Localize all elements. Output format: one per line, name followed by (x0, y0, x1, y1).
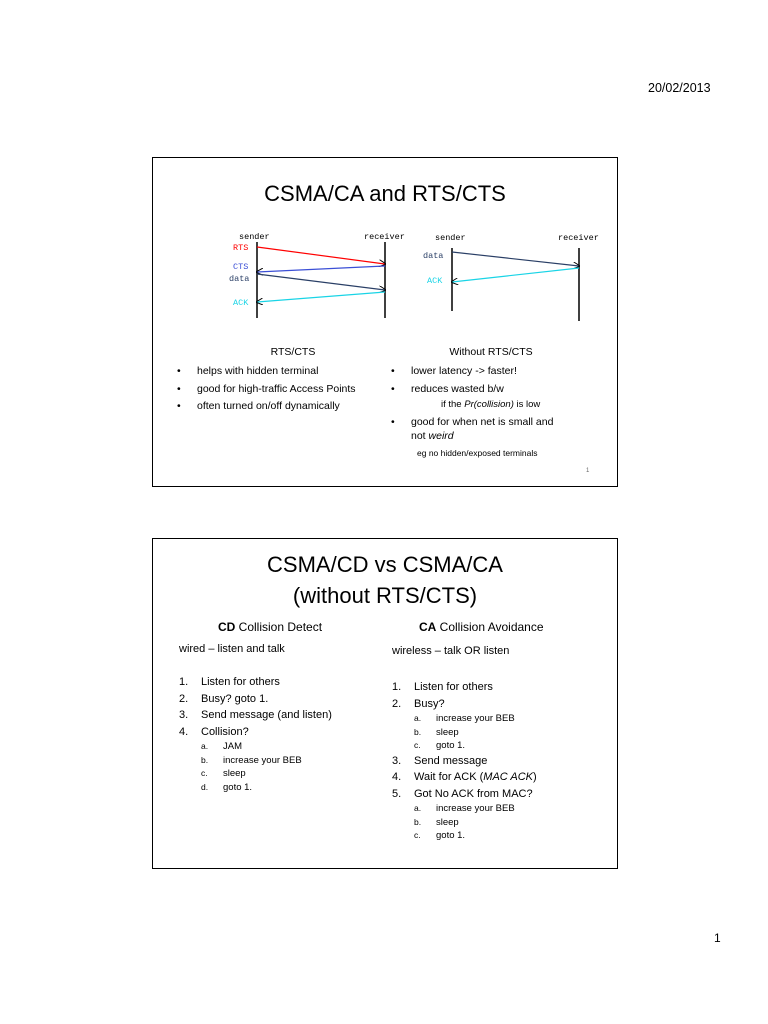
slide-title-line1: CSMA/CD vs CSMA/CA (267, 552, 503, 577)
right-diagram (452, 248, 579, 321)
list-item: • good for high-traffic Access Points (177, 382, 356, 395)
left-diagram (257, 242, 385, 318)
list-item: 2. Busy? goto 1. (179, 692, 269, 705)
cts-arrow (257, 266, 385, 272)
collision-substeps (179, 740, 379, 794)
collision-condition: if the Pr(collision) is low (441, 399, 541, 410)
cd-subtitle: wired – listen and talk (179, 643, 285, 655)
cd-heading: CD Collision Detect (218, 620, 323, 634)
without-rts-cts-heading: Without RTS/CTS (449, 346, 533, 358)
without-rts-cts-bullet-3 (389, 415, 609, 443)
slide-title-line2: (without RTS/CTS) (292, 583, 478, 608)
list-item: • lower latency -> faster! (391, 365, 517, 377)
ca-heading: CA Collision Avoidance (419, 620, 544, 634)
page-date: 20/02/2013 (648, 81, 711, 95)
list-item: b. sleep (414, 726, 459, 738)
sender-label: sender (239, 232, 270, 242)
cd-steps (179, 674, 379, 794)
ca-steps (392, 679, 612, 843)
list-item: • reduces wasted b/w (391, 382, 504, 395)
terminal-note: eg no hidden/exposed terminals (417, 448, 538, 458)
list-item: c. goto 1. (414, 740, 466, 751)
without-rts-cts-bullets (389, 363, 609, 398)
sender-label: sender (435, 233, 466, 243)
list-item: 2. Busy? a. increase your BEB b. sleep c. goto 1. (392, 696, 612, 753)
receiver-label: receiver (558, 233, 599, 243)
slide-csma-cd-vs-ca (152, 538, 618, 869)
no-ack-substeps (392, 802, 612, 843)
data-arrow (452, 252, 579, 266)
ack-arrow (257, 292, 385, 302)
rts-label: RTS (233, 243, 249, 253)
list-item: c. goto 1. (414, 830, 466, 841)
cts-label: CTS (233, 262, 249, 272)
list-item: a. increase your BEB (414, 713, 515, 724)
receiver-label: receiver (364, 232, 405, 242)
list-item: 1. Listen for others (392, 681, 493, 693)
list-item: • often turned on/off dynamically (177, 400, 340, 412)
data-label: data (423, 251, 444, 261)
ack-label: ACK (233, 298, 249, 308)
slide-title: CSMA/CA and RTS/CTS (264, 181, 506, 206)
list-item: b. sleep (414, 816, 459, 828)
list-item: 5. Got No ACK from MAC? a. increase your BEB b. sleep c. goto 1. (392, 786, 612, 843)
list-item: b. increase your BEB (201, 754, 302, 766)
list-item: • helps with hidden terminal (177, 365, 319, 377)
rts-cts-bullets (175, 363, 385, 416)
list-item: 3. Send message (and listen) (179, 709, 332, 721)
list-item: d. goto 1. (201, 781, 253, 793)
slide-number: 1 (586, 468, 590, 474)
list-item: c. sleep (201, 768, 246, 779)
data-arrow (257, 274, 385, 290)
list-item: • good for when net is small and not weird (391, 416, 554, 442)
list-item: a. JAM (201, 741, 242, 752)
list-item: 3. Send message (392, 754, 488, 767)
list-item: a. increase your BEB (414, 803, 515, 814)
busy-substeps (392, 712, 612, 753)
list-item: 1. Listen for others (179, 676, 280, 688)
ack-label: ACK (427, 276, 443, 286)
list-item: 4. Collision? a. JAM b. increase your BEB c. sleep d. goto 1. (179, 724, 379, 795)
rts-arrow (257, 247, 385, 264)
ack-arrow (452, 268, 579, 282)
ca-subtitle: wireless – talk OR listen (392, 645, 510, 657)
rts-cts-heading: RTS/CTS (270, 346, 316, 358)
page-number: 1 (714, 931, 721, 945)
data-label: data (229, 274, 250, 284)
slide-rts-cts (152, 157, 618, 487)
list-item: 4. Wait for ACK (MAC ACK) (392, 771, 537, 783)
